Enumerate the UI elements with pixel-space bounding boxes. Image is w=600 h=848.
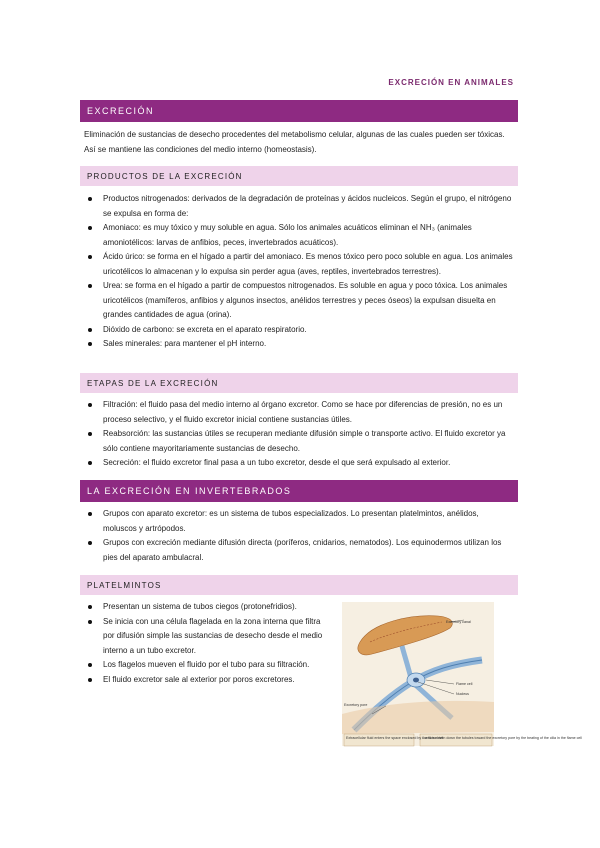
protonephridium-illustration [342,602,583,746]
list-item: Urea: se forma en el hígado a partir de compuestos nitrogenados. Es soluble en agua y poco tóxica. Los animales uricotélicos (mamíferos, anfibios y algunos insectos, anélidos terrestres y peces óseos) la expulsan disuelta en grandes cantidades de agua (orina). [84,279,514,323]
list-item: El fluido excretor sale al exterior por poros excretores. [84,673,332,688]
label-flame-cell: Flame cell [456,682,473,686]
list-item: Los flagelos mueven el fluido por el tubo para su filtración. [84,658,332,673]
list-item: Ácido úrico: se forma en el hígado a partir del amoniaco. Es menos tóxico pero poco soluble en agua. Los animales uricotélicos lo almacenan y lo expulsa sin perder agua (aves, reptiles, invertebrados terrestres). [84,250,514,279]
list-item: Presentan un sistema de tubos ciegos (protonefridios). [84,600,332,615]
label-excretory-canal: Excretory canal [446,620,471,624]
list-item: Amoniaco: es muy tóxico y muy soluble en agua. Sólo los animales acuáticos eliminan el NH₃ (animales amoniotélicos: larvas de anfibios, peces, invertebrados acuáticos). [84,221,514,250]
section-title-etapas: ETAPAS DE LA EXCRECIÓN [80,373,518,393]
nucleus [413,678,419,683]
list-item: Filtración: el fluido pasa del medio interno al órgano excretor. Como se hace por diferencias de presión, no es un proceso selectivo, y el fluido excretor inicial contiene sustancias útiles. [84,398,514,427]
productos-list [84,192,514,352]
list-item: Grupos con excreción mediante difusión directa (poríferos, cnidarios, nematodos). Los equinodermos utilizan los pies del aparato ambulacral. [84,536,514,565]
list-item: Secreción: el fluido excretor final pasa a un tubo excretor, desde el que será expulsado al exterior. [84,456,514,471]
list-item: Grupos con aparato excretor: es un sistema de tubos especializados. Lo presentan platelmintos, anélidos, moluscos y artrópodos. [84,507,514,536]
caption-left: Extracellular fluid enters the space enclosed by the flame cell [346,736,444,740]
etapas-list [84,398,514,471]
list-item: Reabsorción: las sustancias útiles se recuperan mediante difusión simple o transporte activo. El fluido excretor ya sólo contiene mayoritariamente sustancias de desecho. [84,427,514,456]
label-nucleus: Nucleus [456,692,469,696]
list-item: Sales minerales: para mantener el pH interno. [84,337,514,352]
caption-right: ...and is driven down the tubules toward the excretory pore by the beating of the cilia in the flame cell [422,736,583,740]
list-item: Dióxido de carbono: se excreta en el aparato respiratorio. [84,323,514,338]
section-title-productos: PRODUCTOS DE LA EXCRECIÓN [80,166,518,186]
flatworm-diagram [342,602,583,746]
platelmintos-list [84,600,332,687]
list-item: Se inicia con una célula flagelada en la zona interna que filtra por difusión simple las sustancias de desecho desde el medio interno a un tubo excretor. [84,615,332,659]
list-item: Productos nitrogenados: derivados de la degradación de proteínas y ácidos nucleicos. Según el grupo, el nitrógeno se expulsa en forma de: [84,192,514,221]
invertebrados-list [84,507,514,565]
label-excretory-pore: Excretory pore [344,703,368,707]
document-header: EXCRECIÓN EN ANIMALES [388,78,514,87]
excrecion-definition: Eliminación de sustancias de desecho procedentes del metabolismo celular, algunas de las cuales pueden ser tóxicas. Así se mantiene las condiciones del medio interno (homeostasis). [84,130,505,154]
section-title-platelmintos: PLATELMINTOS [80,575,518,595]
section-title-excrecion: EXCRECIÓN [80,100,518,122]
section-title-invertebrados: LA EXCRECIÓN EN INVERTEBRADOS [80,480,518,502]
